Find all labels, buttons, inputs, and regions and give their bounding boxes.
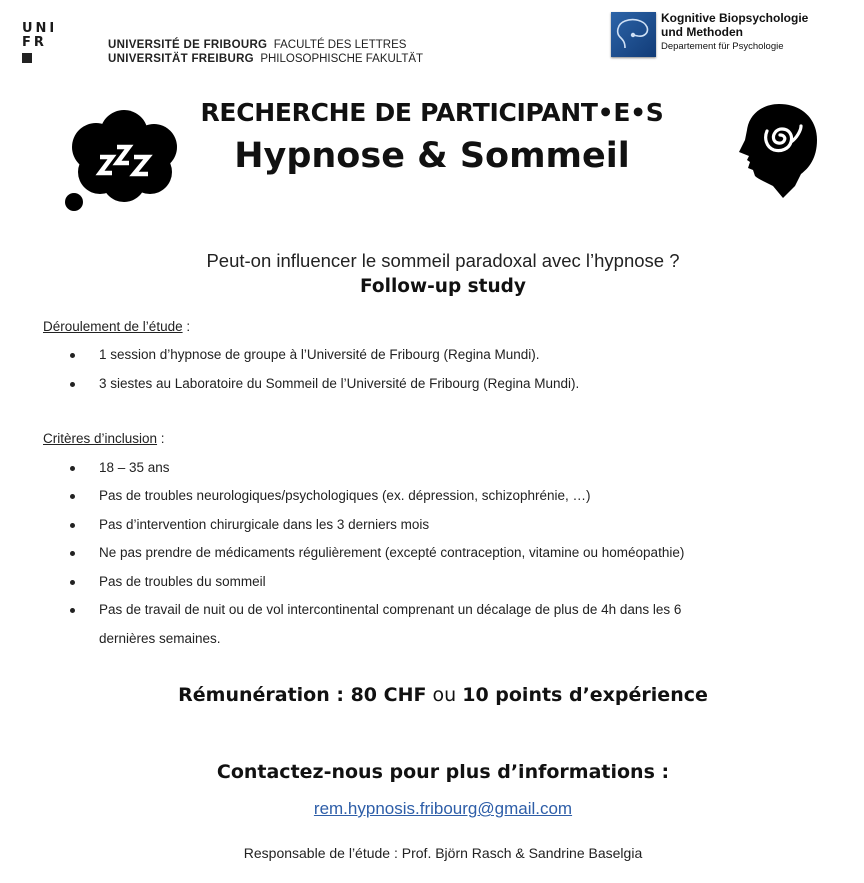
study-subtitle: Follow-up study <box>360 276 526 297</box>
unifr-logo-line1: UNI <box>22 21 58 36</box>
criteria-item-text: Pas de troubles neurologiques/psychologiques (ex. dépression, schizophrénie, …) <box>99 488 591 503</box>
lab-name <box>661 11 808 54</box>
bullet-icon <box>70 466 75 471</box>
recruitment-heading: RECHERCHE DE PARTICIPANT•E•S <box>200 98 664 127</box>
procedure-item-text: 1 session d’hypnose de groupe à l’Université de Fribourg (Regina Mundi). <box>99 347 540 362</box>
criteria-heading-colon: : <box>157 431 165 446</box>
university-de-name: UNIVERSITÄT FREIBURG <box>108 53 254 65</box>
bullet-icon <box>70 382 75 387</box>
bullet-icon <box>70 608 75 613</box>
procedure-item-text: 3 siestes au Laboratoire du Sommeil de l’Université de Fribourg (Regina Mundi). <box>99 376 580 391</box>
research-question: Peut-on influencer le sommeil paradoxal avec l’hypnose ? <box>206 250 680 271</box>
unifr-logo-square <box>22 53 32 63</box>
remuneration-points: 10 points d’expérience <box>462 684 708 706</box>
bullet-icon <box>70 494 75 499</box>
bullet-icon <box>70 551 75 556</box>
bullet-icon <box>70 523 75 528</box>
criteria-heading <box>43 431 165 446</box>
unifr-logo <box>22 22 62 63</box>
university-fr-name: UNIVERSITÉ DE FRIBOURG <box>108 39 268 51</box>
remuneration <box>0 684 864 706</box>
study-responsible: Responsable de l’étude : Prof. Björn Rasch & Sandrine Baselgia <box>243 845 643 861</box>
brain-logo-icon <box>611 12 656 57</box>
criteria-item-text: Ne pas prendre de médicaments régulièrement (excepté contraception, vitamine ou homéopathie) <box>99 545 685 560</box>
criteria-item-text: Pas d’intervention chirurgicale dans les 3 derniers mois <box>99 517 430 532</box>
procedure-heading-colon: : <box>182 319 191 334</box>
procedure-heading-text: Déroulement de l’étude <box>43 319 183 334</box>
remuneration-amount: Rémunération : 80 CHF <box>178 684 427 706</box>
lab-department: Departement für Psychologie <box>661 41 784 52</box>
faculty-fr: FACULTÉ DES LETTRES <box>273 39 407 51</box>
lab-name-line1: Kognitive Biopsychologie <box>661 11 809 25</box>
faculty-de: PHILOSOPHISCHE FAKULTÄT <box>260 53 424 65</box>
contact-email-link[interactable]: rem.hypnosis.fribourg@gmail.com <box>313 799 573 818</box>
remuneration-or: ou <box>432 684 457 706</box>
bullet-icon <box>70 353 75 358</box>
bullet-icon <box>70 580 75 585</box>
contact-heading: Contactez-nous pour plus d’informations : <box>216 761 670 783</box>
criteria-item-text: Pas de troubles du sommeil <box>99 574 266 589</box>
lab-name-line2: und Methoden <box>661 25 743 39</box>
study-title: Hypnose & Sommeil <box>234 136 630 176</box>
unifr-logo-line2: FR <box>22 35 47 50</box>
criteria-item-text: dernières semaines. <box>99 631 221 646</box>
criteria-item-text: 18 – 35 ans <box>99 460 170 475</box>
university-name <box>108 38 423 66</box>
criteria-heading-text: Critères d’inclusion <box>43 431 158 446</box>
criteria-item-text: Pas de travail de nuit ou de vol intercontinental comprenant un décalage de plus de 4h dans les 6 <box>99 602 682 617</box>
procedure-heading <box>43 319 190 334</box>
